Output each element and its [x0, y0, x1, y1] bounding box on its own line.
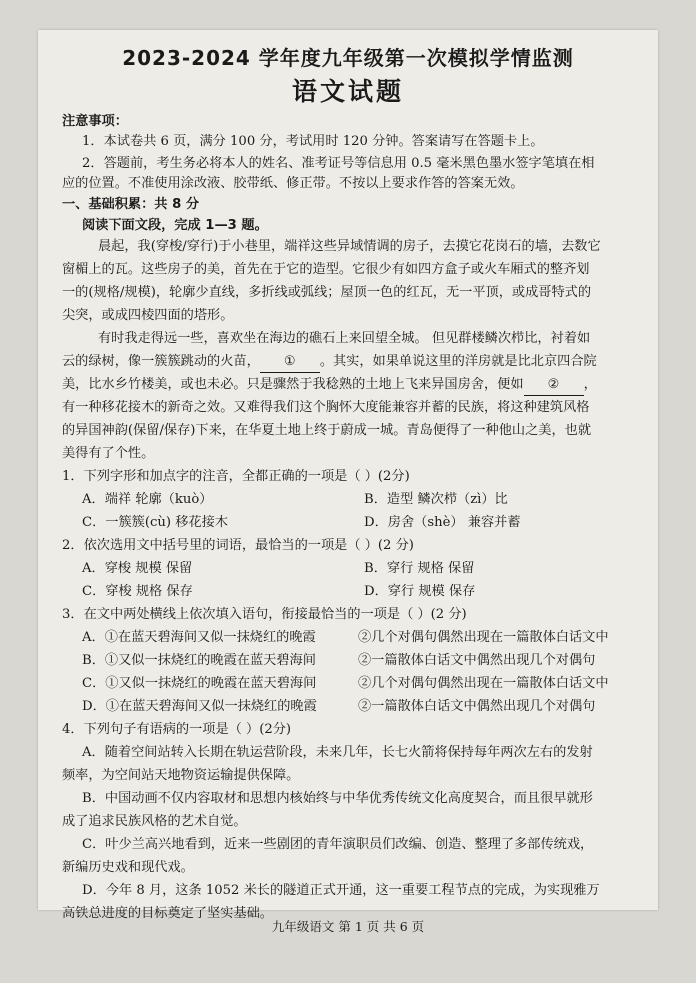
exam-title-line2: 语文试题	[291, 77, 404, 106]
notice-item-1: 1．本试卷共 6 页，满分 100 分，考试用时 120 分钟。答案请写在答题卡上。	[82, 134, 544, 149]
q2-option-b: B．穿行 规格 保留	[364, 561, 475, 576]
passage-line	[62, 375, 646, 396]
q3-option-d-part2: ②一篇散体白话文中偶然出现几个对偶句	[358, 699, 596, 714]
passage-line: 的异国神韵(保留/保存)下来，在华夏土地上终于蔚成一城。青岛便得了一种他山之美，也就	[62, 423, 592, 438]
q2-option-c: C．穿梭 规格 保存	[82, 584, 193, 599]
passage-line: 有一种移花接木的新奇之效。又难得我们这个胸怀大度能兼容并蓄的民族，将这种建筑风格	[62, 400, 590, 415]
q3-option-b-part2: ②一篇散体白话文中偶然出现几个对偶句	[358, 653, 596, 668]
passage-line: 一的(规格/规模)，轮廓少直线，多折线或弧线；屋顶一色的红瓦，无一平顶，或成哥特式的	[62, 285, 592, 300]
q1-option-c: C．一簇簇(cù) 移花接木	[82, 515, 228, 530]
passage-line: 美得有了个性。	[62, 446, 155, 461]
blank-2: ②	[524, 375, 584, 396]
passage-line: 有时我走得远一些，喜欢坐在海边的礁石上来回望全城。 但见群楼鳞次栉比，衬着如	[98, 331, 591, 346]
passage-text: ，	[583, 377, 597, 392]
question-4-stem: 4．下列句子有语病的一项是（ ）(2分)	[62, 722, 292, 737]
passage-text: 。其实，如果单说这里的洋房就是比北京四合院	[319, 354, 597, 369]
blank-1: ①	[260, 352, 320, 373]
question-1-stem: 1．下列字形和加点字的注音，全都正确的一项是（ ）(2分)	[62, 469, 410, 484]
q2-option-a: A．穿梭 规模 保留	[82, 561, 193, 576]
q4-option-b: B．中国动画不仅内容取材和思想内核始终与中华优秀传统文化高度契合，而且很早就形	[82, 791, 593, 806]
notice-item-2b: 应的位置。不准使用涂改液、胶带纸、修正带。不按以上要求作答的答案无效。	[62, 176, 524, 191]
q4-option-a-cont: 频率，为空间站天地物资运输提供保障。	[62, 768, 300, 783]
q4-option-b-cont: 成了追求民族风格的艺术自觉。	[62, 814, 247, 829]
exam-page	[38, 30, 658, 921]
q3-option-c-part1: C．①又似一抹烧红的晚霞在蓝天碧海间	[82, 676, 317, 691]
passage-text: 云的绿树，像一簇簇跳动的火苗，	[62, 354, 260, 369]
q1-option-b: B．造型 鳞次栉（zì）比	[364, 492, 508, 507]
passage-text: 美，比水乡竹楼美，或也未必。只是骤然于我稔熟的土地上飞来异国房舍，便如	[62, 377, 524, 392]
notice-heading: 注意事项：	[62, 114, 128, 129]
q1-option-d: D．房舍（shè） 兼容并蓄	[364, 515, 521, 530]
q3-option-b-part1: B．①又似一抹烧红的晚霞在蓝天碧海间	[82, 653, 316, 668]
question-2-stem: 2．依次选用文中括号里的词语，最恰当的一项是（ ）(2 分)	[62, 538, 414, 553]
section-heading: 一、基础积累：共 8 分	[62, 197, 200, 212]
question-3-stem: 3．在文中两处横线上依次填入语句，衔接最恰当的一项是（ ）(2 分)	[62, 607, 467, 622]
page-footer: 九年级语文 第 1 页 共 6 页	[271, 919, 425, 934]
passage-line: 晨起，我(穿梭/穿行)于小巷里，端祥这些异域情调的房子，去摸它花岗石的墙，去数它	[98, 239, 601, 254]
q4-option-a: A．随着空间站转入长期在轨运营阶段，未来几年，长七火箭将保持每年两次左右的发射	[82, 745, 593, 760]
q4-option-c: C．叶少兰高兴地看到，近来一些剧团的青年演职员们改编、创造、整理了多部传统戏，	[82, 837, 594, 852]
passage-line: 尖突，或成四棱四面的塔形。	[62, 308, 234, 323]
q4-option-c-cont: 新编历史戏和现代戏。	[62, 860, 194, 875]
q3-option-c-part2: ②几个对偶句偶然出现在一篇散体白话文中	[358, 676, 609, 691]
reading-instruction: 阅读下面文段，完成 1—3 题。	[82, 218, 268, 233]
q3-option-a-part1: A．①在蓝天碧海间又似一抹烧红的晚霞	[82, 630, 316, 645]
q3-option-d-part1: D．①在蓝天碧海间又似一抹烧红的晚霞	[82, 699, 317, 714]
exam-title-line1: 2023-2024 学年度九年级第一次模拟学情监测	[122, 46, 574, 70]
q4-option-d: D．今年 8 月，这条 1052 米长的隧道正式开通，这一重要工程节点的完成，为实现雅万	[82, 883, 600, 898]
notice-item-2a: 2．答题前，考生务必将本人的姓名、准考证号等信息用 0.5 毫米黑色墨水签字笔填在相	[82, 156, 595, 171]
q4-option-d-cont: 高铁总进度的目标奠定了坚实基础。	[62, 906, 273, 921]
q2-option-d: D．穿行 规模 保存	[364, 584, 476, 599]
q3-option-a-part2: ②几个对偶句偶然出现在一篇散体白话文中	[358, 630, 609, 645]
passage-line: 窗楣上的瓦。这些房子的美，首先在于它的造型。它很少有如四方盒子或火车厢式的整齐划	[62, 262, 590, 277]
passage-line	[62, 352, 646, 373]
q1-option-a: A．端祥 轮廓（kuò）	[82, 492, 213, 507]
